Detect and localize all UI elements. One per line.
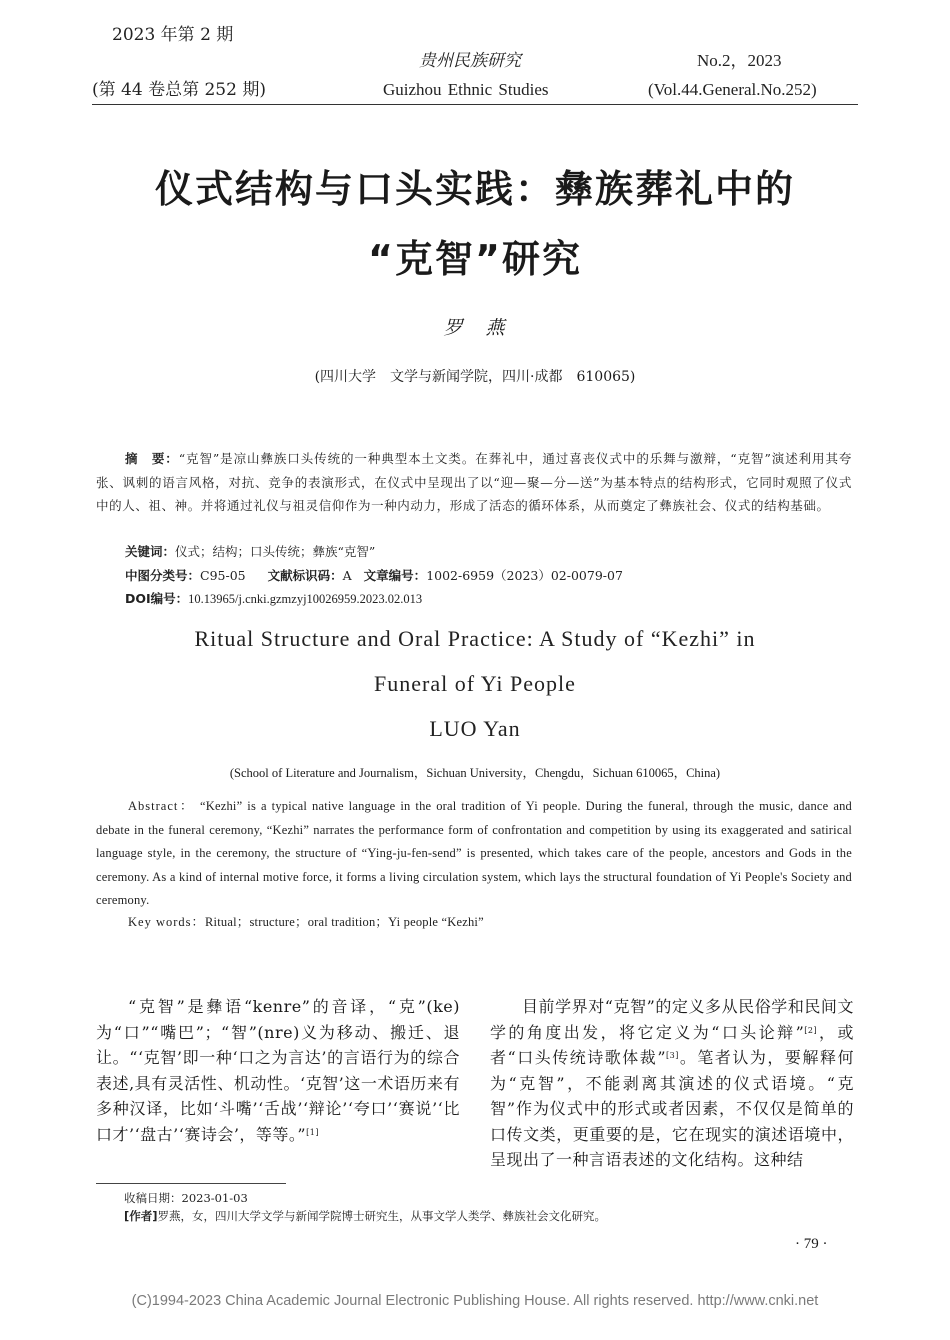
- abstract-en-text: “Kezhi” is a typical native language in the oral tradition of Yi people. During the funeral, through the music, dance and debate in the funeral ceremony, “Kezhi” narrates the performance form of confrontation and competition by using its exaggerated and satirical language style, in the ceremony, the structure of “Ying-ju-fen-send” is presented, which takes care of the people, ancestors and Gods in the ceremony. As a kind of internal motive force, it forms a living circulation system, which lays the structural foundation of Yi People's Society and ceremony.: [96, 799, 852, 907]
- author-cn: 罗 燕: [443, 317, 507, 339]
- body-right-text-2: ，或者“口头传统诗歌体裁”: [490, 1022, 854, 1067]
- classification-line: [125, 566, 623, 586]
- copyright-line: (C)1994-2023 China Academic Journal Electronic Publishing House. All rights reserved. http://www.cnki.net: [131, 1293, 819, 1309]
- body-right-column: [490, 994, 854, 1173]
- affiliation-en: (School of Literature and Journalism，Sichuan University，Chengdu，Sichuan 610065，China): [229, 766, 721, 780]
- footnote-author: [124, 1207, 606, 1225]
- abstract-en-label: Abstract：: [128, 799, 196, 813]
- keywords-en-label: Key words：: [128, 915, 206, 929]
- clc-value: C95-05: [200, 568, 246, 583]
- abstract-cn: [96, 447, 852, 518]
- title-cn-line2: “克智”研究: [368, 237, 582, 281]
- footnote-author-text: 罗燕，女，四川大学文学与新闻学院博士研究生，从事文学人类学、彝族社会文化研究。: [157, 1209, 607, 1223]
- header-no: No.2，2023: [697, 51, 782, 70]
- article-label: 文章编号：: [363, 568, 427, 583]
- abstract-cn-text: “克智”是凉山彝族口头传统的一种典型本土文类。在葬礼中，通过喜丧仪式中的乐舞与激辩，“克智”演述利用其夸张、讽刺的语言风格，对抗、竞争的表演形式，在仪式中呈现出了以“迎—聚—分—送”为基本特点的结构形式，它同时观照了仪式中的人、祖、神。并将通过礼仪与祖灵信仰作为一种内动力，形成了活态的循环体系，从而奠定了彝族社会、仪式的结构基础。: [96, 451, 852, 513]
- body-left-column: [96, 994, 460, 1147]
- header-journal-cn: 贵州民族研究: [419, 51, 521, 71]
- article-value: 1002-6959（2023）02-0079-07: [426, 568, 623, 583]
- header-rule: [92, 104, 858, 105]
- author-en: LUO Yan: [429, 716, 521, 741]
- keywords-en: [96, 911, 852, 935]
- title-en-line2: Funeral of Yi People: [374, 671, 576, 696]
- citation-2: [2]: [804, 1025, 818, 1035]
- header-issue: 2023 年第 2 期: [112, 25, 234, 45]
- footnote-rule: [96, 1183, 286, 1184]
- keywords-en-text: Ritual；structure；oral tradition；Yi people “Kezhi”: [205, 915, 484, 929]
- keywords-cn-text: 仪式；结构；口头传统；彝族“克智”: [175, 544, 376, 559]
- clc-label: 中图分类号：: [125, 568, 201, 583]
- body-right-text-3: 。笔者认为，要解释何为“克智”，不能剥离其演述的仪式语境。“克智”作为仪式中的形式或者因素，不仅仅是简单的口传文类，更重要的是，它在现实的演述语境中，呈现出了一种言语表述的文化结构。这种结: [490, 1048, 854, 1169]
- page-number: · 79 ·: [795, 1236, 828, 1252]
- keywords-cn-label: 关键词：: [125, 544, 176, 559]
- abstract-cn-label: 摘 要：: [125, 451, 179, 466]
- citation-1: [1]: [306, 1127, 319, 1137]
- doi-label: DOI编号：: [125, 591, 189, 606]
- doi-value: 10.13965/j.cnki.gzmzyj10026959.2023.02.013: [188, 592, 423, 606]
- keywords-cn: [125, 542, 375, 562]
- abstract-en: [96, 795, 852, 913]
- citation-3: [3]: [666, 1051, 679, 1060]
- affiliation-cn: (四川大学 文学与新闻学院，四川·成都 610065): [314, 369, 636, 385]
- doi-line: [125, 589, 422, 609]
- body-left-text: “克智”是彝语“kenre”的音译，“克”(ke)为“口”“嘴巴”；“智”(nre)义为移动、搬迁、退让。“‘克智’即一种‘口之为言达’的言语行为的综合表述,具有灵活性、机动性。‘克智’这一术语历来有多种汉译，比如‘斗嘴’‘舌战’‘辩论’‘夸口’‘赛说’‘比口才’‘盘古’‘赛诗会’，等等。”: [96, 997, 460, 1144]
- footnote-received: 收稿日期：2023-01-03: [124, 1191, 248, 1205]
- doc-value: A: [342, 568, 352, 583]
- title-cn-line1: 仪式结构与口头实践：彝族葬礼中的: [154, 167, 795, 211]
- footnote-author-label: [作者]: [124, 1209, 158, 1223]
- header-vol-en: (Vol.44.General.No.252): [648, 80, 817, 99]
- header-volume: (第 44 卷总第 252 期): [92, 80, 266, 100]
- title-en-line1: Ritual Structure and Oral Practice: A Study of “Kezhi” in: [194, 626, 756, 651]
- doc-label: 文献标识码：: [267, 568, 343, 583]
- body-right-text-1: 目前学界对“克智”的定义多从民俗学和民间文学的角度出发，将它定义为“口头论辩”: [490, 997, 854, 1042]
- header-journal-en: Guizhou Ethnic Studies: [383, 80, 549, 99]
